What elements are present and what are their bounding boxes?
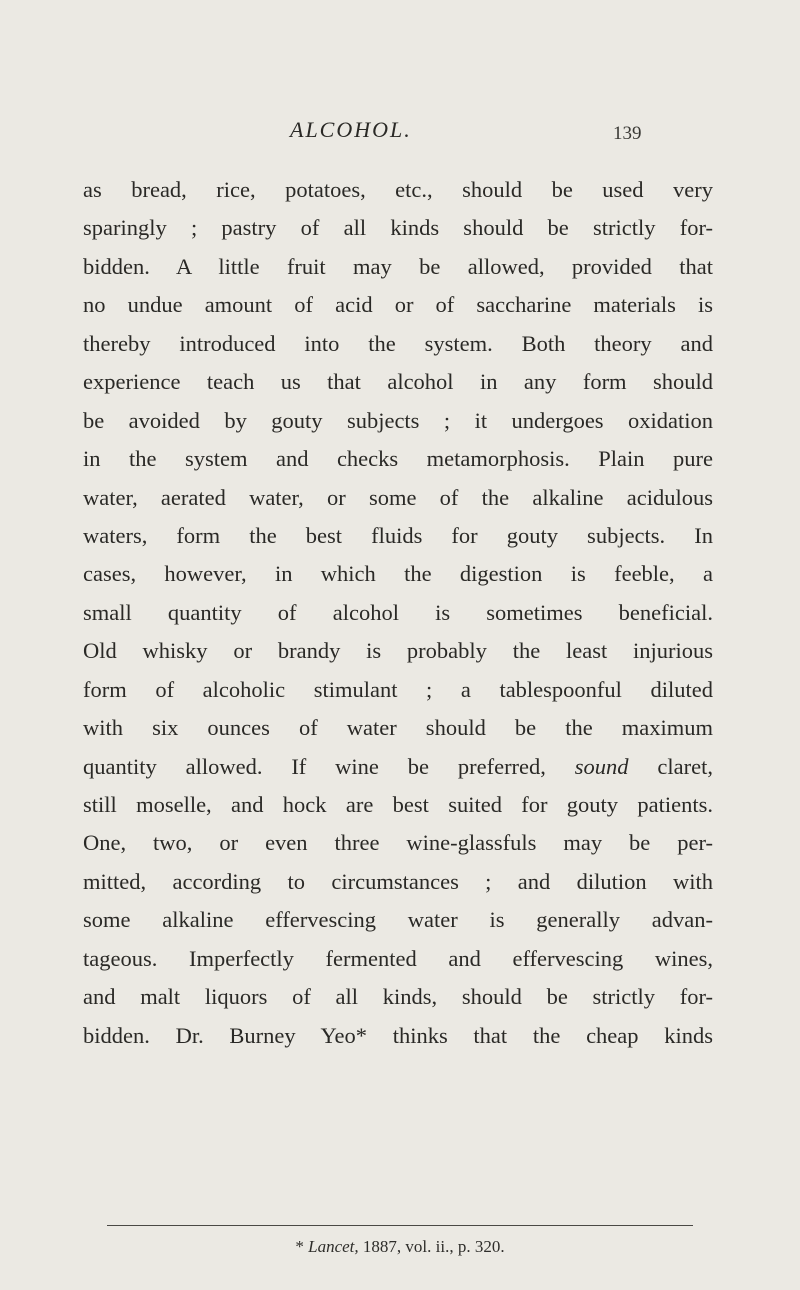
text-line: in the system and checks metamorphosis. Plain pure <box>83 446 713 472</box>
italic-word: sound <box>574 753 629 779</box>
text-line: and malt liquors of all kinds, should be strictly for- <box>83 984 713 1010</box>
text-line: bidden. A little fruit may be allowed, provided that <box>83 253 713 279</box>
text-line: cases, however, in which the digestion is feeble, a <box>83 561 713 587</box>
text-line: small quantity of alcohol is sometimes beneficial. <box>83 599 713 625</box>
footnote-marker: * <box>295 1237 304 1256</box>
footnote <box>0 1237 800 1257</box>
text-line-with-italic <box>83 748 713 786</box>
text-line: form of alcoholic stimulant ; a tablespoonful diluted <box>83 676 713 702</box>
text-line: tageous. Imperfectly fermented and effervescing wines, <box>83 945 713 971</box>
text-line: mitted, according to circumstances ; and dilution with <box>83 868 713 894</box>
line-text-before: quantity allowed. If wine be preferred, <box>83 753 575 779</box>
text-line: sparingly ; pastry of all kinds should be strictly for- <box>83 215 713 241</box>
text-line: as bread, rice, potatoes, etc., should be used very <box>83 177 713 202</box>
running-head <box>0 117 800 157</box>
text-line: water, aerated water, or some of the alkaline acidulous <box>83 484 713 510</box>
footnote-rule <box>107 1225 693 1226</box>
text-line: bidden. Dr. Burney Yeo* thinks that the cheap kinds <box>83 1022 713 1048</box>
page-number: 139 <box>613 123 642 144</box>
text-line: with six ounces of water should be the maximum <box>83 715 713 741</box>
running-title: ALCOHOL. <box>290 117 412 142</box>
text-line: thereby introduced into the system. Both theory and <box>83 330 713 356</box>
body-text <box>83 171 713 1055</box>
text-line: no undue amount of acid or of saccharine materials is <box>83 292 713 318</box>
text-line: some alkaline effervescing water is generally advan- <box>83 907 713 933</box>
text-line: waters, form the best fluids for gouty subjects. In <box>83 522 713 548</box>
text-line: Old whisky or brandy is probably the least injurious <box>83 638 713 664</box>
text-line: experience teach us that alcohol in any form should <box>83 369 713 395</box>
text-line: One, two, or even three wine-glassfuls may be per- <box>83 830 713 856</box>
text-line: be avoided by gouty subjects ; it undergoes oxidation <box>83 407 713 433</box>
line-text-after: claret, <box>628 753 713 779</box>
text-line: still moselle, and hock are best suited for gouty patients. <box>83 792 713 817</box>
footnote-citation: 1887, vol. ii., p. 320. <box>362 1237 505 1256</box>
footnote-source: Lancet, <box>308 1237 359 1256</box>
